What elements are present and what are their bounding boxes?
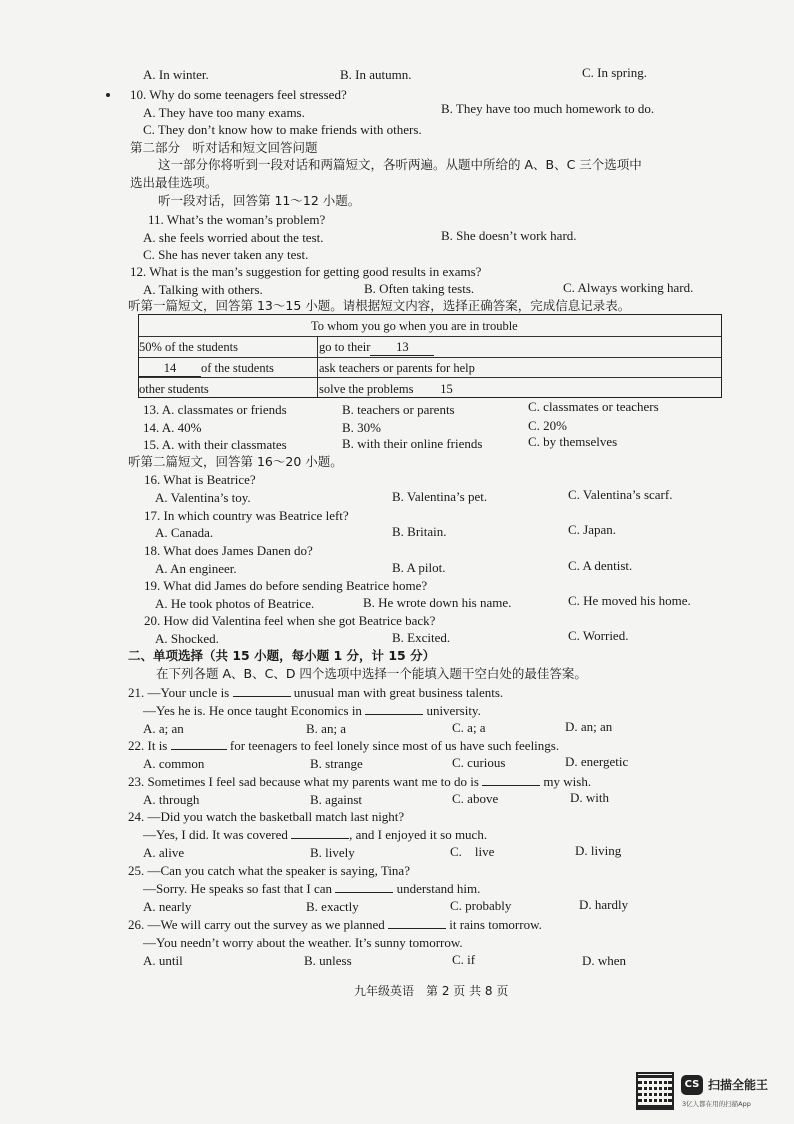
q15-option-b: B. with their online friends — [342, 436, 483, 451]
q19-option-c: C. He moved his home. — [568, 593, 691, 608]
answer-blank — [365, 703, 423, 715]
table-row3-right-text: solve the problems — [319, 382, 414, 396]
q12-option-b: B. Often taking tests. — [364, 281, 475, 296]
q9-option-a: A. In winter. — [143, 67, 209, 82]
q14-option-a: 14. A. 40% — [143, 420, 202, 435]
answer-blank — [291, 827, 349, 839]
q21-line1-end: unusual man with great business talents. — [293, 685, 504, 700]
q25-option-a: A. nearly — [143, 899, 192, 914]
q22-stem — [128, 738, 559, 754]
table-title: To whom you go when you are in trouble — [311, 319, 518, 333]
q14-option-c: C. 20% — [528, 418, 567, 433]
q10-option-a: A. They have too many exams. — [143, 105, 305, 120]
q25-option-c: C. probably — [450, 898, 512, 913]
q21-line2 — [143, 703, 481, 719]
q26-option-b: B. unless — [304, 953, 352, 968]
q24-option-a: A. alive — [143, 845, 185, 860]
q25-line1: 25. —Can you catch what the speaker is saying, Tina? — [128, 863, 410, 878]
table-row1-right-text: go to their — [319, 340, 371, 354]
part2-title: 第二部分 听对话和短文回答问题 — [130, 140, 318, 155]
scanner-tagline: 3亿人都在用的扫描App — [682, 1100, 751, 1108]
blank-13: 13 — [370, 339, 434, 356]
q25-line2-text: —Sorry. He speaks so fast that I can — [143, 881, 333, 896]
q24-line2-text: —Yes, I did. It was covered — [143, 827, 288, 842]
q25-line2-end: understand him. — [396, 881, 481, 896]
q25-option-b: B. exactly — [306, 899, 359, 914]
blank-14: 14 — [139, 360, 201, 377]
section2-instruction: 在下列各题 A、B、C、D 四个选项中选择一个能填入题干空白处的最佳答案。 — [156, 666, 587, 681]
q25-line2 — [143, 881, 480, 897]
passage1-intro: 听第一篇短文，回答第 13～15 小题。请根据短文内容，选择正确答案，完成信息记录表。 — [128, 298, 631, 313]
passage2-intro: 听第二篇短文，回答第 16～20 小题。 — [128, 454, 343, 469]
q11-option-b: B. She doesn’t work hard. — [441, 228, 577, 243]
q26-option-c: C. if — [452, 952, 476, 967]
q9-option-c: C. In spring. — [582, 65, 647, 80]
q18-stem: 18. What does James Danen do? — [144, 543, 313, 558]
q23-stem — [128, 774, 591, 790]
answer-blank — [388, 917, 446, 929]
q26-option-a: A. until — [143, 953, 183, 968]
q24-line2-end: , and I enjoyed it so much. — [349, 827, 488, 842]
q12-option-c: C. Always working hard. — [563, 280, 694, 295]
q24-line1: 24. —Did you watch the basketball match last night? — [128, 809, 405, 824]
q23-option-a: A. through — [143, 792, 200, 807]
q21-option-d: D. an; an — [565, 719, 613, 734]
q19-stem: 19. What did James do before sending Beatrice home? — [144, 578, 428, 593]
q16-option-c: C. Valentina’s scarf. — [568, 487, 673, 502]
bullet-dot — [106, 93, 110, 97]
scanner-app-name: 扫描全能王 — [708, 1078, 769, 1092]
q24-line2 — [143, 827, 487, 843]
q17-stem: 17. In which country was Beatrice left? — [144, 508, 349, 523]
q18-option-c: C. A dentist. — [568, 558, 633, 573]
q21-line2-end: university. — [426, 703, 481, 718]
q21-line1-text: 21. —Your uncle is — [128, 685, 230, 700]
q10-option-b: B. They have too much homework to do. — [441, 101, 655, 116]
q20-stem: 20. How did Valentina feel when she got Beatrice back? — [144, 613, 436, 628]
table-row1-left: 50% of the students — [139, 340, 238, 354]
q11-stem: 11. What’s the woman’s problem? — [148, 212, 326, 227]
q18-option-b: B. A pilot. — [392, 560, 446, 575]
blank-15: 15 — [413, 381, 479, 398]
table-row2-right: ask teachers or parents for help — [319, 361, 475, 375]
q20-option-b: B. Excited. — [392, 630, 451, 645]
q26-option-d: D. when — [582, 953, 627, 968]
dialogue-intro: 听一段对话，回答第 11～12 小题。 — [158, 193, 361, 208]
table-row3-right — [319, 381, 479, 398]
q21-option-b: B. an; a — [306, 721, 347, 736]
q12-stem: 12. What is the man’s suggestion for getting good results in exams? — [130, 264, 482, 279]
q10-stem: 10. Why do some teenagers feel stressed? — [130, 87, 347, 102]
q24-option-c: C. live — [450, 844, 495, 859]
q20-option-c: C. Worried. — [568, 628, 629, 643]
q26-line2: —You needn’t worry about the weather. It’s sunny tomorrow. — [143, 935, 463, 950]
q10-option-c: C. They don’t know how to make friends with others. — [143, 122, 422, 137]
section2-title: 二、单项选择（共 15 小题，每小题 1 分，计 15 分） — [128, 648, 436, 663]
q18-option-a: A. An engineer. — [155, 561, 237, 576]
q13-option-a: 13. A. classmates or friends — [143, 402, 287, 417]
info-record-table — [138, 314, 722, 398]
q16-stem: 16. What is Beatrice? — [144, 472, 256, 487]
q19-option-a: A. He took photos of Beatrice. — [155, 596, 315, 611]
q23-stem-end: my wish. — [543, 774, 592, 789]
q23-stem-text: 23. Sometimes I feel sad because what my parents want me to do is — [128, 774, 479, 789]
part2-instruction: 这一部分你将听到一段对话和两篇短文，各听两遍。从题中所给的 A、B、C 三个选项中 — [158, 157, 642, 172]
q21-option-c: C. a; a — [452, 720, 486, 735]
part2-instruction-cont: 选出最佳选项。 — [130, 175, 218, 190]
q21-line1 — [128, 685, 503, 701]
answer-blank — [171, 738, 227, 750]
q17-option-b: B. Britain. — [392, 524, 447, 539]
q23-option-d: D. with — [570, 790, 609, 805]
answer-blank — [482, 774, 540, 786]
q24-option-b: B. lively — [310, 845, 355, 860]
q11-option-c: C. She has never taken any test. — [143, 247, 309, 262]
q12-option-a: A. Talking with others. — [143, 282, 263, 297]
q22-stem-text: 22. It is — [128, 738, 168, 753]
q24-option-d: D. living — [575, 843, 622, 858]
q22-stem-end: for teenagers to feel lonely since most of us have such feelings. — [229, 738, 560, 753]
q22-option-c: C. curious — [452, 755, 506, 770]
q11-option-a: A. she feels worried about the test. — [143, 230, 324, 245]
q25-option-d: D. hardly — [579, 897, 629, 912]
answer-blank — [233, 685, 291, 697]
qr-code-icon — [636, 1072, 674, 1110]
table-row1-right — [319, 339, 434, 356]
q22-option-a: A. common — [143, 756, 205, 771]
q21-line2-text: —Yes he is. He once taught Economics in — [143, 703, 362, 718]
q23-option-b: B. against — [310, 792, 362, 807]
q13-option-b: B. teachers or parents — [342, 402, 455, 417]
q14-option-b: B. 30% — [342, 420, 381, 435]
q17-option-c: C. Japan. — [568, 522, 617, 537]
q22-option-d: D. energetic — [565, 754, 629, 769]
page-footer: 九年级英语 第 2 页 共 8 页 — [354, 984, 509, 998]
q21-option-a: A. a; an — [143, 721, 184, 736]
table-row3-left: other students — [139, 382, 209, 396]
q23-option-c: C. above — [452, 791, 499, 806]
answer-blank — [335, 881, 393, 893]
q26-line1-text: 26. —We will carry out the survey as we planned — [128, 917, 385, 932]
table-row2-left-text: of the students — [201, 361, 274, 375]
q16-option-b: B. Valentina’s pet. — [392, 489, 488, 504]
q15-option-a: 15. A. with their classmates — [143, 437, 287, 452]
q9-option-b: B. In autumn. — [340, 67, 412, 82]
q15-option-c: C. by themselves — [528, 434, 618, 449]
q26-line1-end: it rains tomorrow. — [449, 917, 542, 932]
q26-line1 — [128, 917, 542, 933]
q22-option-b: B. strange — [310, 756, 363, 771]
q20-option-a: A. Shocked. — [155, 631, 219, 646]
q19-option-b: B. He wrote down his name. — [363, 595, 512, 610]
q16-option-a: A. Valentina’s toy. — [155, 490, 251, 505]
q17-option-a: A. Canada. — [155, 525, 214, 540]
q13-option-c: C. classmates or teachers — [528, 399, 659, 414]
camscanner-logo-icon: CS — [681, 1075, 703, 1095]
table-row2-left — [139, 360, 274, 377]
